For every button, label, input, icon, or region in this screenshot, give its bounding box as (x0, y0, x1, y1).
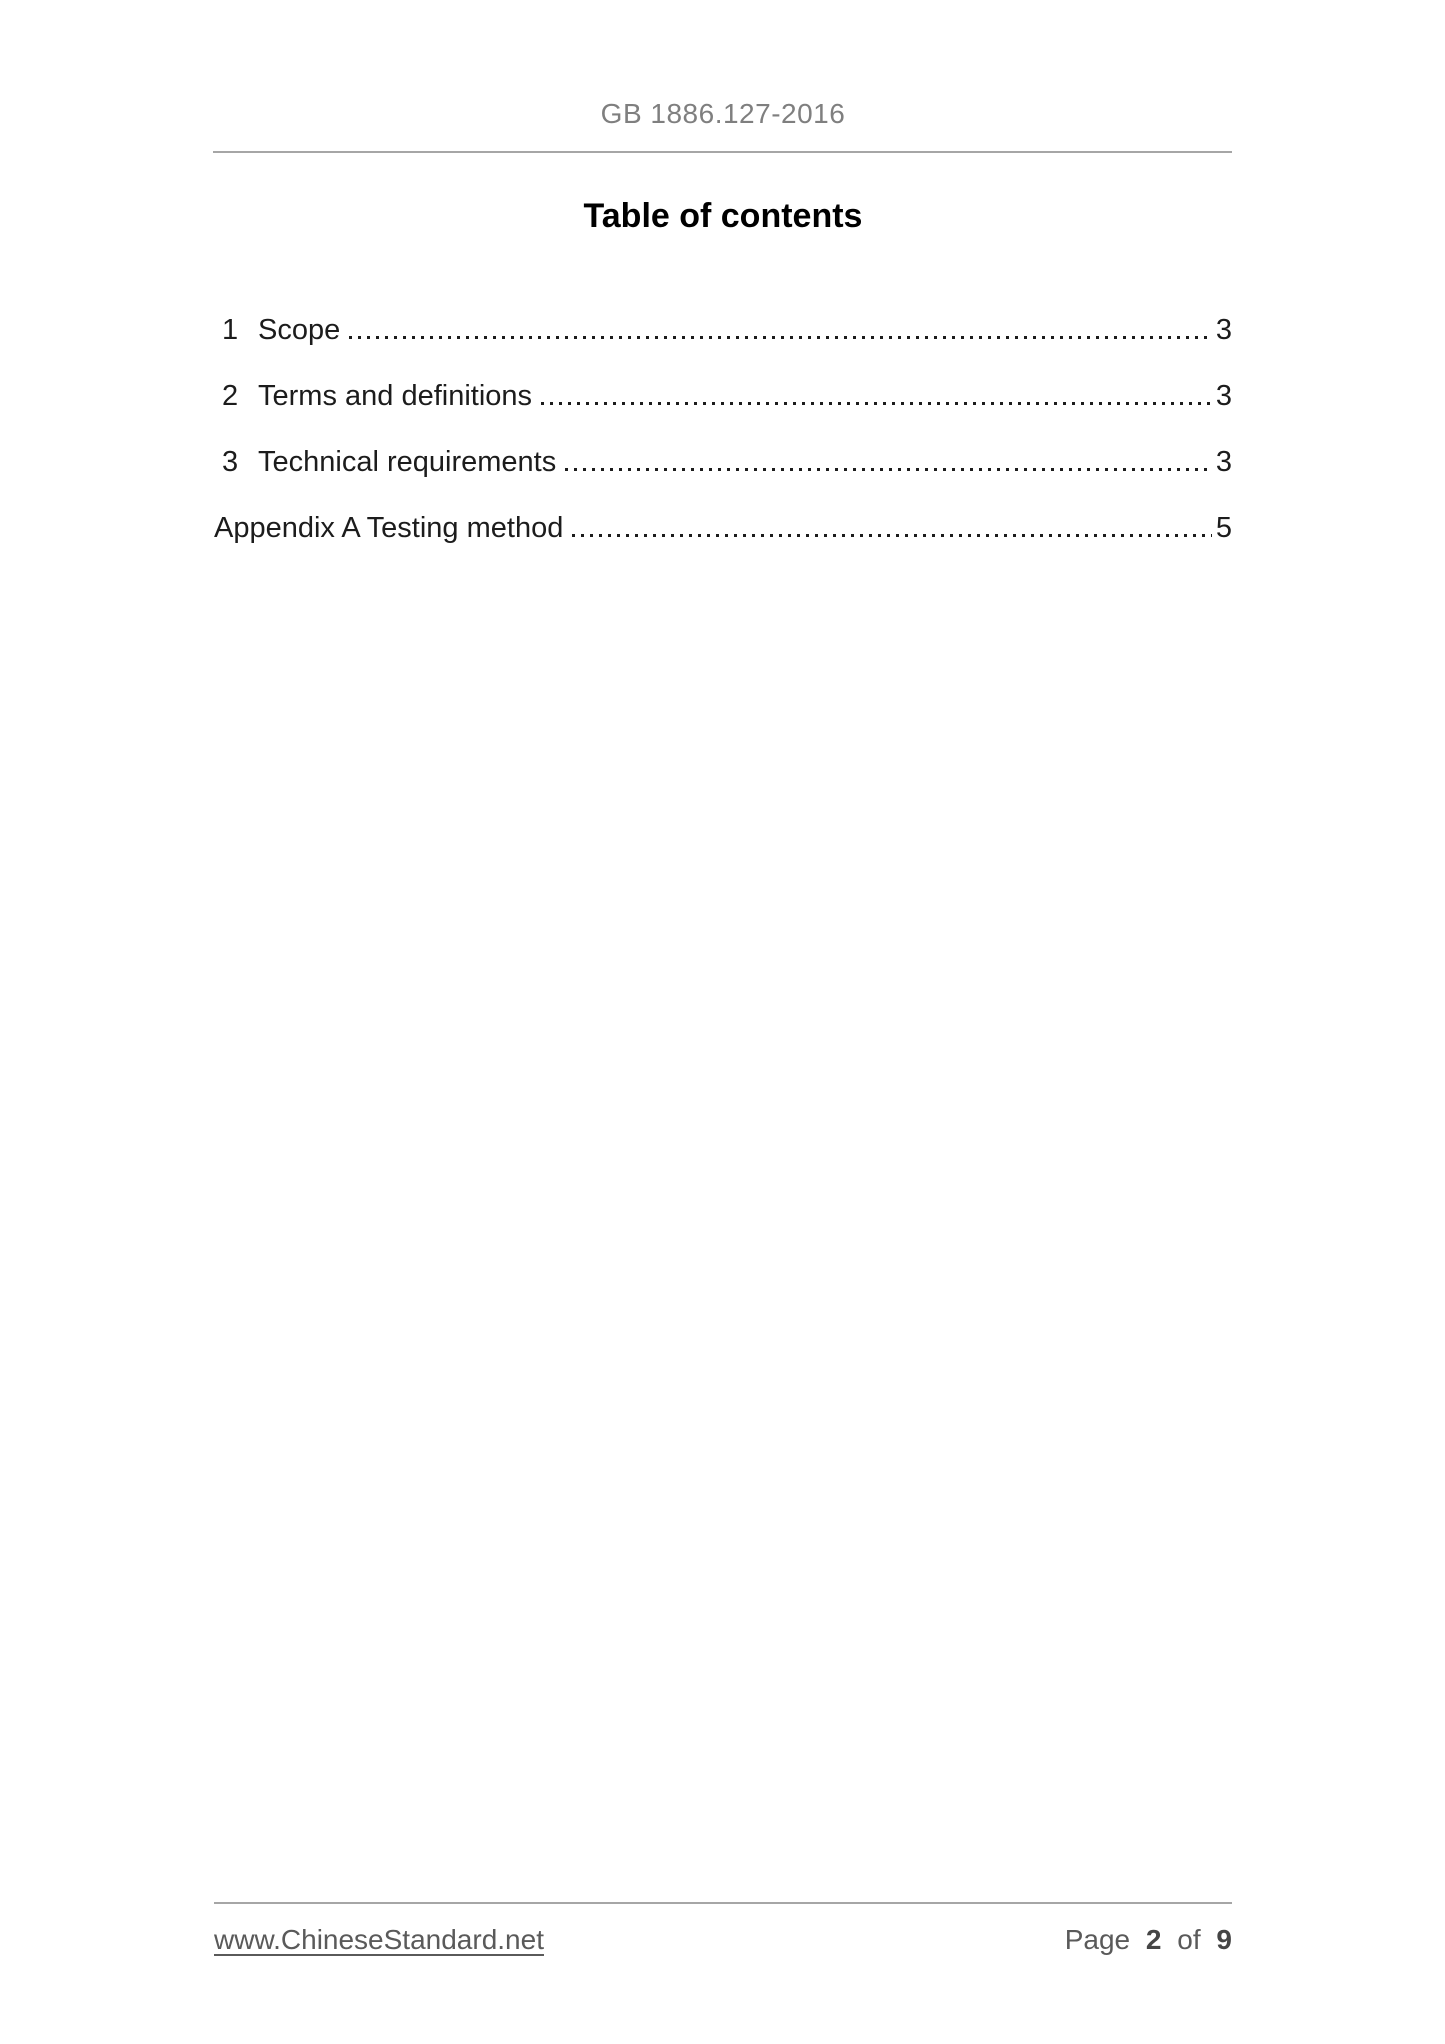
page-indicator (1065, 1920, 1232, 1960)
toc-entry-label: Terms and definitions (258, 380, 533, 412)
toc-entry-label: Appendix A Testing method (214, 512, 564, 544)
toc-entry-page: 3 (1215, 314, 1232, 346)
current-page-number: 2 (1145, 1924, 1162, 1955)
toc-entry (214, 510, 1232, 546)
toc-entry-number: 3 (222, 446, 239, 478)
header-doc-number: GB 1886.127-2016 (600, 98, 846, 129)
toc-entry (214, 444, 1232, 480)
toc-dot-leader (565, 468, 1212, 471)
toc-dot-leader (541, 402, 1212, 405)
toc-entry-page: 3 (1215, 380, 1232, 412)
toc-entry-number: 1 (222, 314, 239, 346)
website-link[interactable]: www.ChineseStandard.net (214, 1924, 544, 1955)
page-word: Page (1064, 1924, 1131, 1955)
toc-entry-label: Scope (258, 314, 341, 346)
toc-dot-leader (349, 336, 1212, 339)
header-rule (213, 151, 1232, 153)
toc-entry-page: 5 (1215, 512, 1232, 544)
toc-list (214, 312, 1232, 546)
page-title: Table of contents (583, 197, 863, 235)
total-pages-number: 9 (1216, 1924, 1232, 1955)
of-word: of (1177, 1924, 1201, 1955)
toc-entry (214, 312, 1232, 348)
toc-entry-label: Technical requirements (258, 446, 557, 478)
footer-rule (214, 1902, 1232, 1904)
toc-entry-number: 2 (222, 380, 239, 412)
toc-entry (214, 378, 1232, 414)
toc-dot-leader (572, 534, 1212, 537)
toc-entry-page: 3 (1215, 446, 1232, 478)
page-footer (214, 1920, 1232, 1960)
